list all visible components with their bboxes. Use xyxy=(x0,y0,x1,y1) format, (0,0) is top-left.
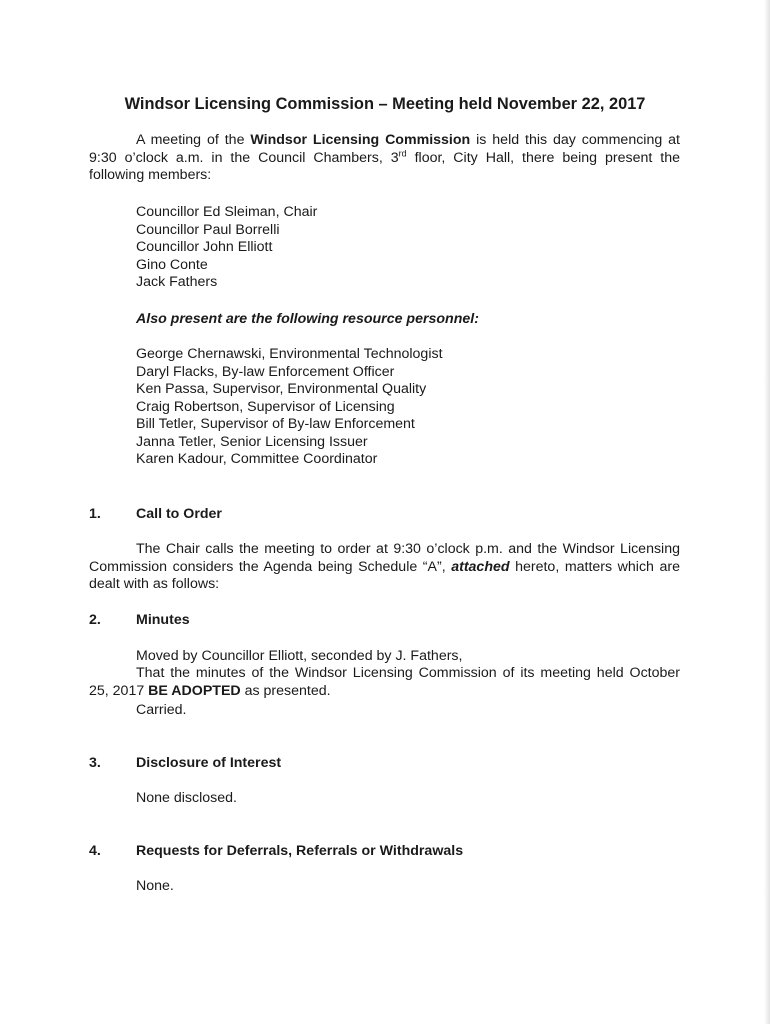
minutes-motion-emphasis: BE ADOPTED xyxy=(148,682,241,699)
call-to-order-paragraph xyxy=(89,541,680,594)
member-item: Gino Conte xyxy=(136,256,208,273)
intro-text-3: floor, City Hall, there being present the following members: xyxy=(89,149,680,183)
section-title: Requests for Deferrals, Referrals or Withdrawals xyxy=(136,843,464,859)
minutes-motion-text-1: That the minutes of the Windsor Licensing Commission of its meeting held October 25, 2017 xyxy=(89,665,680,699)
intro-paragraph xyxy=(89,132,680,185)
page-title: Windsor Licensing Commission – Meeting held November 22, 2017 xyxy=(124,95,646,113)
section-number: 4. xyxy=(89,843,101,859)
section-heading-minutes xyxy=(89,612,190,630)
section-heading-disclosure xyxy=(89,755,281,773)
intro-text-2: is held this day commencing at 9:30 o’clock a.m. in the Council Chambers, 3 xyxy=(89,132,680,166)
member-item: Councillor Paul Borrelli xyxy=(136,221,280,238)
personnel-list xyxy=(136,346,696,469)
call-to-order-text-2: hereto, matters which are dealt with as follows: xyxy=(89,558,680,592)
section-heading-requests xyxy=(89,843,463,861)
personnel-item: Bill Tetler, Supervisor of By-law Enforcement xyxy=(136,416,415,432)
member-item: Councillor Ed Sleiman, Chair xyxy=(136,204,318,220)
page-edge-shadow xyxy=(764,0,770,1024)
intro-superscript: rd xyxy=(398,147,407,158)
minutes-motion-paragraph xyxy=(89,665,680,700)
intro-text-1: A meeting of the xyxy=(136,132,251,148)
section-title: Disclosure of Interest xyxy=(136,755,282,771)
section-number: 1. xyxy=(89,506,101,522)
intro-org-name: Windsor Licensing Commission xyxy=(250,132,471,148)
resource-personnel-heading: Also present are the following resource personnel: xyxy=(136,311,479,327)
minutes-motion-text-2: as presented. xyxy=(240,682,331,699)
call-to-order-emphasis: attached xyxy=(451,558,510,575)
requests-text: None. xyxy=(136,878,174,894)
member-item: Councillor John Elliott xyxy=(136,239,273,255)
section-number: 2. xyxy=(89,612,101,628)
minutes-carried: Carried. xyxy=(136,702,187,718)
member-item: Jack Fathers xyxy=(136,274,218,290)
section-number: 3. xyxy=(89,755,101,771)
personnel-item: Daryl Flacks, By-law Enforcement Officer xyxy=(136,363,395,380)
members-list xyxy=(136,204,696,292)
call-to-order-text-1: The Chair calls the meeting to order at 9:30 o’clock p.m. and the Windsor Licensing Commission considers the Agenda being Schedule “A”, xyxy=(89,541,680,575)
personnel-item: Craig Robertson, Supervisor of Licensing xyxy=(136,398,395,415)
personnel-item: Ken Passa, Supervisor, Environmental Quality xyxy=(136,381,427,397)
disclosure-text: None disclosed. xyxy=(136,790,237,806)
minutes-moved-line: Moved by Councillor Elliott, seconded by J. Fathers, xyxy=(136,648,463,664)
section-title: Call to Order xyxy=(136,506,222,522)
personnel-item: George Chernawski, Environmental Technologist xyxy=(136,346,443,362)
section-title: Minutes xyxy=(136,612,190,628)
personnel-item: Karen Kadour, Committee Coordinator xyxy=(136,451,378,467)
personnel-item: Janna Tetler, Senior Licensing Issuer xyxy=(136,433,368,450)
section-heading-call-to-order xyxy=(89,506,222,524)
